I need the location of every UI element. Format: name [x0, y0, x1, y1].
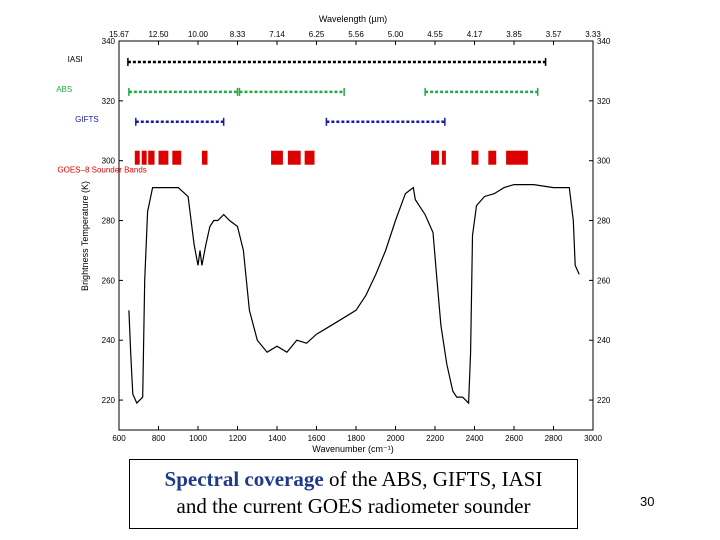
- top-tick-label: 8.33: [229, 30, 246, 39]
- y-tick-label: 320: [101, 96, 115, 106]
- goes-8-sounder-bands-band: [506, 151, 528, 165]
- caption-line1: of the ABS, GIFTS, IASI: [323, 467, 543, 491]
- y-tick-label-right: 260: [597, 276, 611, 286]
- instrument-coverage: [56, 55, 545, 175]
- slide-number: 30: [640, 494, 655, 509]
- goes-8-sounder-bands-band: [442, 151, 446, 165]
- caption-line2: and the current GOES radiometer sounder: [176, 494, 531, 518]
- y-tick-label-right: 220: [597, 396, 611, 406]
- gifts-label: GIFTS: [75, 114, 99, 124]
- goes-8-sounder-bands-band: [431, 151, 439, 165]
- goes-8-sounder-bands-band: [305, 151, 315, 165]
- caption-box: [129, 459, 578, 529]
- x-tick-label: 1200: [228, 434, 247, 443]
- y-tick-label: 220: [101, 396, 115, 406]
- caption-highlight: Spectral coverage: [164, 467, 324, 491]
- top-tick-label: 10.00: [187, 30, 209, 39]
- y-tick-label-right: 300: [597, 156, 611, 166]
- x-tick-label: 2800: [544, 434, 563, 443]
- top-tick-label: 6.25: [308, 30, 325, 39]
- spectrum-series-line: [129, 185, 579, 404]
- x-tick-label: 3000: [584, 434, 602, 443]
- y-tick-label: 280: [101, 216, 115, 226]
- x-tick-label: 1800: [347, 434, 365, 443]
- top-tick-label: 5.00: [387, 30, 404, 39]
- top-tick-label: 4.17: [466, 30, 483, 39]
- top-tick-label: 12.50: [148, 30, 169, 39]
- iasi-label: IASI: [67, 54, 83, 64]
- goes-8-sounder-bands-band: [142, 151, 147, 165]
- goes-8-sounder-bands-band: [202, 151, 208, 165]
- goes-8-sounder-bands-band: [135, 151, 140, 165]
- top-tick-label: 3.85: [506, 30, 522, 39]
- plot-frame: [119, 41, 593, 430]
- y-tick-label: 260: [101, 276, 115, 286]
- top-tick-label: 15.67: [108, 30, 130, 39]
- goes-8-sounder-bands-band: [159, 151, 169, 165]
- top-tick-label: 3.57: [545, 30, 562, 39]
- y-tick-label-right: 240: [597, 336, 611, 346]
- goes-8-sounder-bands-band: [488, 151, 496, 165]
- y-axis-label: Brightness Temperature (K): [80, 181, 90, 291]
- x-tick-label: 2400: [465, 434, 484, 443]
- x-tick-label: 600: [112, 434, 126, 443]
- y-tick-label: 340: [101, 37, 115, 46]
- top-axis-label: Wavelength (µm): [318, 14, 388, 24]
- x-tick-label: 800: [151, 434, 166, 443]
- x-tick-label: 1400: [268, 434, 286, 443]
- y-tick-label: 240: [101, 336, 115, 346]
- goes-8-sounder-bands-band: [472, 151, 479, 165]
- abs-label: ABS: [56, 84, 73, 94]
- y-tick-label-right: 340: [597, 37, 611, 46]
- goes-8-sounder-bands-band: [172, 151, 181, 165]
- tick-labels: [102, 30, 611, 443]
- y-tick-label-right: 280: [597, 216, 611, 226]
- x-tick-label: 1600: [307, 434, 326, 443]
- goes-8-sounder-bands-band: [271, 151, 283, 165]
- x-axis-label: Wavenumber (cm⁻¹): [312, 444, 394, 454]
- x-tick-label: 2200: [426, 434, 444, 443]
- x-tick-label: 1000: [189, 434, 207, 443]
- top-tick-label: 4.55: [427, 30, 443, 39]
- goes-8-sounder-bands-band: [148, 151, 154, 165]
- top-tick-label: 7.14: [269, 30, 285, 39]
- y-tick-label-right: 320: [597, 96, 611, 106]
- goes-8-sounder-bands-label: GOES–8 Sounder Bands: [57, 165, 147, 175]
- top-tick-label: 3.33: [585, 30, 601, 39]
- axis-ticks: [119, 41, 593, 430]
- x-tick-label: 2600: [505, 434, 523, 443]
- goes-8-sounder-bands-band: [288, 151, 301, 165]
- y-tick-label: 300: [101, 156, 115, 166]
- top-tick-label: 5.56: [348, 30, 364, 39]
- x-tick-label: 2000: [386, 434, 405, 443]
